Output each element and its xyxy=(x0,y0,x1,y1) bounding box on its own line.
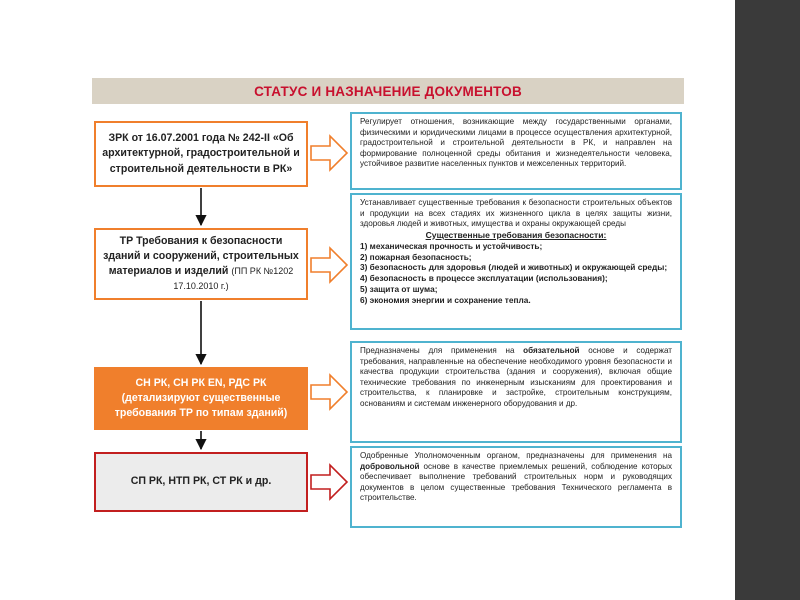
right-arrow xyxy=(311,136,347,170)
codes-of-practice-text: СП РК, НТП РК, СТ РК и др. xyxy=(130,475,272,488)
codes-description-box xyxy=(350,446,682,528)
codes-description-part: основе в качестве приемлемых решений, соблюдение которых обеспечивает выполнение требований строительных норм и руководящих документов в целом существенные требования Технического регламента в строительстве. xyxy=(360,461,673,503)
tech-regulation-content xyxy=(96,234,306,294)
requirement-item: 5) защита от шума; xyxy=(360,283,438,294)
building-norms-description-box xyxy=(350,341,682,443)
tech-regulation-ref: (ПП РК №1202 17.10.2010 г.) xyxy=(173,266,294,292)
right-arrow xyxy=(311,248,347,282)
building-norms-description-part: основе и содержат требования, направленные на обеспечение необходимого уровня безопасности и качества продукции строительства (здания и сооружения), включая общие технические требования по инженерным изысканиям для проектирования и строительства, к планировке и застройке, строительным конструкциям, основаниям и системам инженерного оборудования и др. xyxy=(360,346,673,408)
mandatory-keyword: обязательной xyxy=(523,346,580,355)
codes-description-text xyxy=(360,451,672,504)
law-box-text: ЗРК от 16.07.2001 года № 242-II «Об архитектурной, градостроительной и строительной деятельности в РК» xyxy=(102,132,300,175)
requirements-heading: Существенные требования безопасности: xyxy=(425,229,607,240)
requirement-item: 4) безопасность в процессе эксплуатации (использования); xyxy=(360,273,608,284)
title-bar xyxy=(92,78,684,104)
building-norms-text: СН РК, СН РК EN, РДС РК (детализируют существенные требования ТР по типам зданий) xyxy=(114,376,288,420)
page-title: СТАТУС И НАЗНАЧЕНИЕ ДОКУМЕНТОВ xyxy=(254,83,522,99)
codes-description-part: Одобренные Уполномоченным органом, предназначены для применения на xyxy=(360,451,672,460)
right-arrow xyxy=(311,375,347,409)
building-norms-box xyxy=(94,367,308,430)
requirement-item: 1) механическая прочность и устойчивость; xyxy=(360,240,543,251)
tech-regulation-intro: Устанавливает существенные требования к безопасности строительных объектов и продукции на всех стадиях их жизненного цикла в целях защиты жизни, здоровья людей и животных, имущества и охраны окружающей среды xyxy=(360,198,672,229)
right-arrow xyxy=(311,465,347,499)
requirement-item: 3) безопасность для здоровья (людей и животных) и окружающей среды; xyxy=(360,262,668,273)
tech-regulation-text: ТР Требования к безопасности зданий и сооружений, строительных материалов и изделий xyxy=(103,234,299,277)
building-norms-description-text xyxy=(360,346,672,409)
law-description-text: Регулирует отношения, возникающие между государственными органами, физическими и юридическими лицами в процессе осуществления архитектурной, градостроительной и строительной деятельности в РК, и направлен на формирование полноценной среды обитания и жизнедеятельности человека, устойчивое развитие населенных пунктов и межселенных территорий. xyxy=(360,117,672,169)
law-box xyxy=(94,121,308,187)
requirement-item: 2) пожарная безопасность; xyxy=(360,251,472,262)
building-norms-description-part: Предназначены для применения на xyxy=(360,346,515,355)
dark-sidebar xyxy=(735,0,800,600)
tech-regulation-description-box xyxy=(350,193,682,330)
voluntary-keyword: добровольной xyxy=(360,461,420,471)
tech-regulation-box xyxy=(94,228,308,300)
law-description-box xyxy=(350,112,682,190)
codes-of-practice-box xyxy=(94,452,308,512)
requirement-item: 6) экономия энергии и сохранение тепла. xyxy=(360,294,531,305)
